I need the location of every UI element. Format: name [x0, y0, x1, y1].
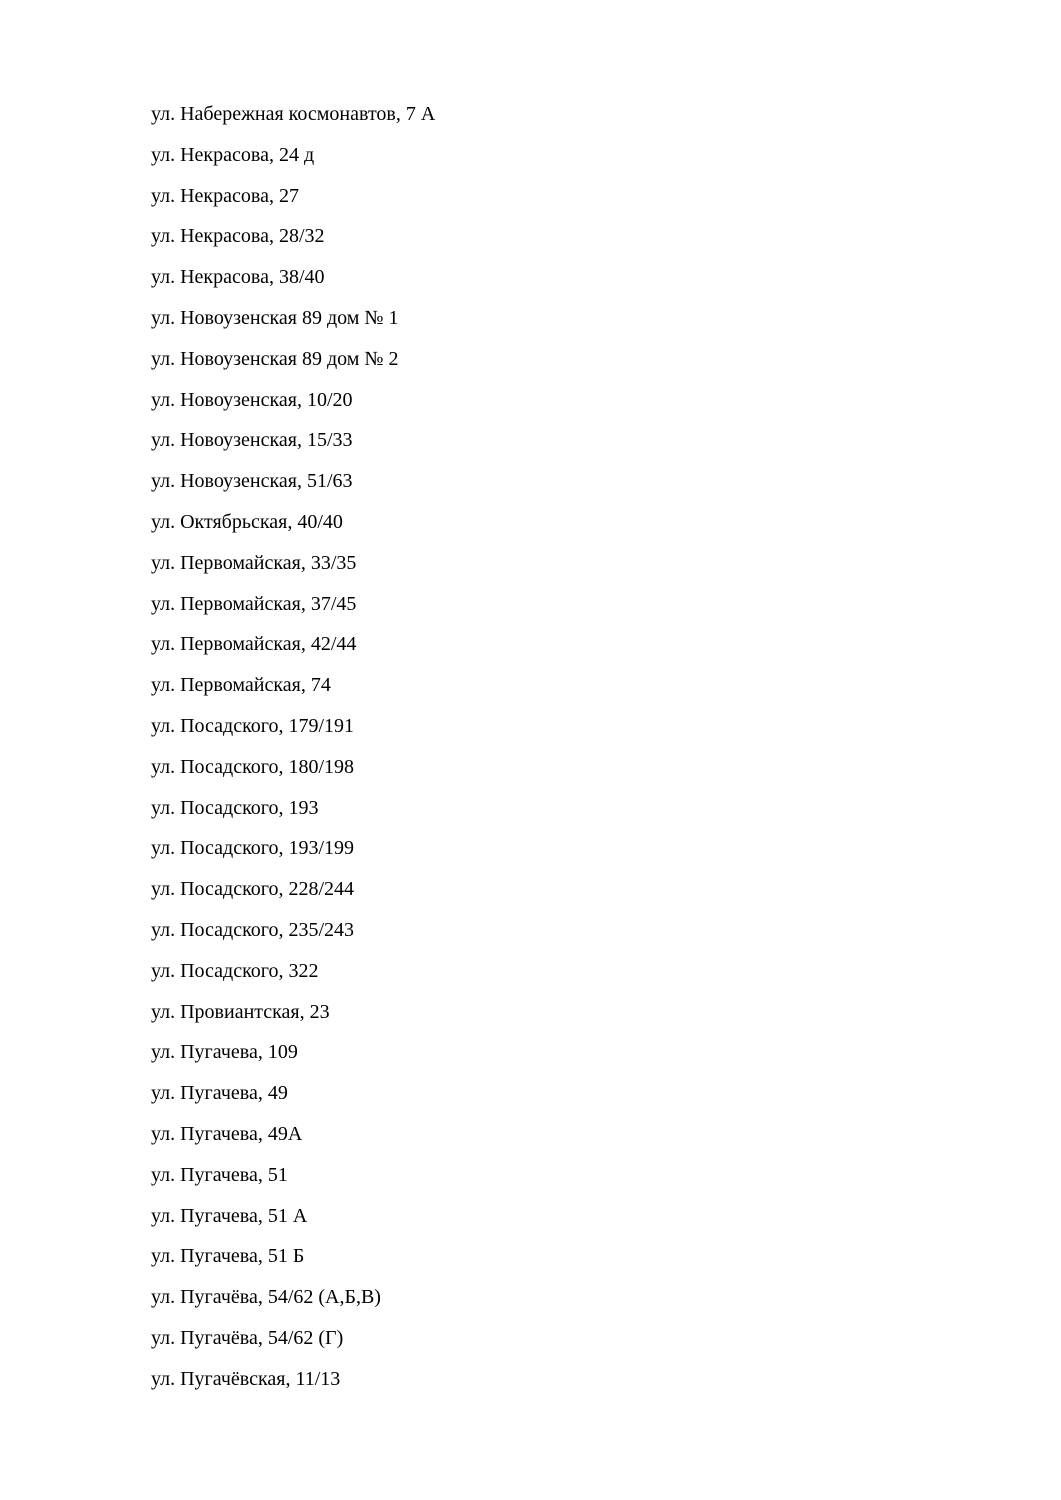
address-item: ул. Новоузенская, 15/33 — [151, 429, 353, 452]
address-item: ул. Посадского, 235/243 — [151, 918, 355, 941]
address-item: ул. Первомайская, 42/44 — [151, 633, 357, 656]
address-item: ул. Некрасова, 28/32 — [151, 225, 325, 248]
address-item: ул. Пугачева, 51 Б — [151, 1245, 305, 1268]
address-item: ул. Пугачева, 49А — [151, 1122, 303, 1145]
address-item: ул. Пугачёвская, 11/13 — [151, 1367, 341, 1390]
address-item: ул. Пугачева, 51 — [151, 1163, 288, 1186]
address-item: ул. Посадского, 179/191 — [151, 714, 355, 737]
address-item: ул. Первомайская, 33/35 — [151, 551, 357, 574]
address-item: ул. Провиантская, 23 — [151, 1000, 330, 1023]
address-item: ул. Посадского, 322 — [151, 959, 319, 982]
address-item: ул. Набережная космонавтов, 7 А — [151, 103, 436, 125]
address-item: ул. Некрасова, 27 — [151, 184, 299, 207]
address-item: ул. Пугачева, 49 — [151, 1082, 288, 1105]
address-item: ул. Пугачева, 109 — [151, 1041, 298, 1064]
address-item: ул. Новоузенская, 51/63 — [151, 470, 353, 493]
address-item: ул. Пугачева, 51 А — [151, 1204, 308, 1227]
address-item: ул. Пугачёва, 54/62 (Г) — [151, 1326, 344, 1349]
address-item: ул. Новоузенская, 10/20 — [151, 388, 353, 411]
address-item: ул. Посадского, 180/198 — [151, 755, 355, 778]
address-item: ул. Новоузенская 89 дом № 2 — [151, 347, 399, 370]
address-item: ул. Посадского, 193/199 — [151, 837, 355, 860]
address-item: ул. Октябрьская, 40/40 — [151, 510, 343, 533]
address-item: ул. Первомайская, 37/45 — [151, 592, 357, 615]
address-item: ул. Посадского, 193 — [151, 796, 319, 819]
address-item: ул. Посадского, 228/244 — [151, 878, 355, 901]
address-item: ул. Некрасова, 38/40 — [151, 266, 325, 289]
address-item: ул. Некрасова, 24 д — [151, 143, 315, 166]
address-item: ул. Пугачёва, 54/62 (А,Б,В) — [151, 1286, 381, 1309]
address-list — [151, 99, 435, 1405]
address-item: ул. Новоузенская 89 дом № 1 — [151, 306, 399, 329]
address-item: ул. Первомайская, 74 — [151, 674, 331, 697]
